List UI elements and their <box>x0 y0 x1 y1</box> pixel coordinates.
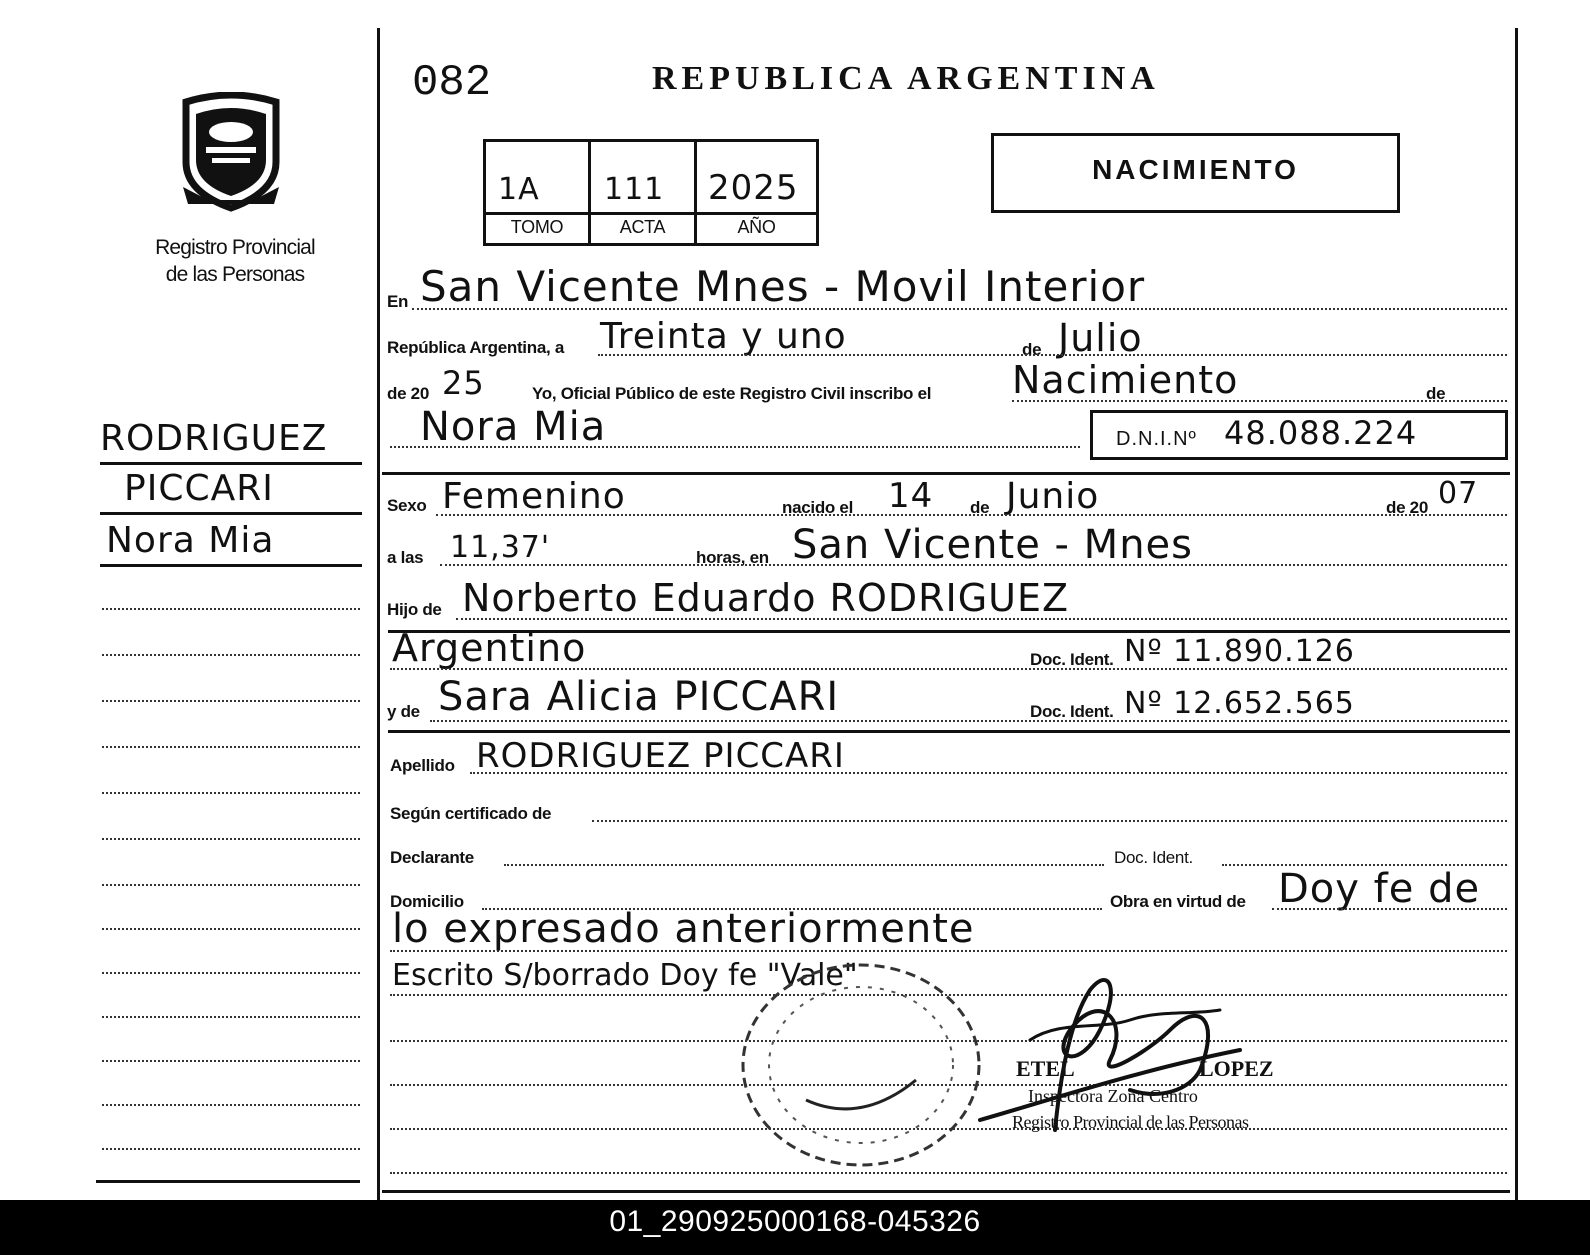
doc-ident-label-declarante: Doc. Ident. <box>1114 848 1193 867</box>
en-label: En <box>387 292 409 311</box>
margin-surname1: RODRIGUEZ <box>100 418 328 459</box>
scan-id-bar <box>0 1200 1590 1255</box>
section-divider <box>382 472 1510 475</box>
margin-blank-line <box>102 746 360 748</box>
tomo-value: 1A <box>498 172 540 207</box>
doc-ident-label-mother: Doc. Ident. <box>1030 702 1114 721</box>
margin-blank-line <box>102 1104 360 1106</box>
official-seal <box>726 950 996 1180</box>
birth-day: 14 <box>888 476 934 516</box>
domicilio-label: Domicilio <box>390 892 464 911</box>
margin-blank-line <box>102 654 360 656</box>
birth-place: San Vicente - Mnes <box>792 522 1193 568</box>
inscribe-line <box>1012 400 1507 402</box>
obra-value: Doy fe de <box>1278 866 1481 912</box>
margin-underline2 <box>100 512 362 515</box>
margin-given-name: Nora Mia <box>106 520 275 561</box>
record-type: NACIMIENTO <box>1092 154 1299 185</box>
stamp-name-first: ETEL <box>1016 1056 1074 1081</box>
mother-divider <box>388 730 1510 733</box>
anio-value: 2025 <box>708 168 799 208</box>
oficial-text: Yo, Oficial Público de este Registro Civil inscribo el <box>532 384 932 403</box>
margin-blank-line <box>102 1016 360 1018</box>
en-line <box>412 308 1507 310</box>
margin-underline3 <box>100 564 362 567</box>
obra-label: Obra en virtud de <box>1110 892 1246 911</box>
country-title: REPUBLICA ARGENTINA <box>652 60 1160 97</box>
tomo-label: TOMO <box>510 217 564 237</box>
father-line <box>456 618 1507 620</box>
day-text: Treinta y uno <box>600 316 847 357</box>
alas-label: a las <box>387 548 424 567</box>
margin-underline1 <box>100 462 362 465</box>
nota-escrito: Escrito S/borrado Doy fe "Vale" <box>392 958 858 993</box>
margin-blank-line <box>102 838 360 840</box>
father-nationality: Argentino <box>392 626 587 670</box>
sexo-label: Sexo <box>387 496 427 515</box>
person-name: Nora Mia <box>420 404 607 450</box>
dni-label: D.N.I.Nº <box>1116 428 1197 450</box>
stamp-name-last: LOPEZ <box>1198 1056 1274 1081</box>
bottom-line <box>382 1190 1510 1193</box>
dni-value: 48.088.224 <box>1224 414 1418 452</box>
declarante-label: Declarante <box>390 848 474 867</box>
de-label: de <box>1022 340 1042 359</box>
acta-label: ACTA <box>619 217 666 237</box>
margin-blank-line <box>102 972 360 974</box>
horas-label: horas, en <box>696 548 769 567</box>
inscribe-value: Nacimiento <box>1012 358 1239 402</box>
right-border <box>1515 28 1518 1200</box>
declarante-line <box>504 864 1104 866</box>
birth-month: Junio <box>1006 476 1100 517</box>
yde-label: y de <box>387 702 420 721</box>
margin-blank-line <box>102 884 360 886</box>
birth-time: 11,37' <box>450 530 551 565</box>
margin-surname2: PICCARI <box>124 468 274 509</box>
document-number: 082 <box>412 58 492 108</box>
margin-blank-line <box>102 608 360 610</box>
sexo-line <box>436 514 1507 516</box>
year-prefix: de 20 <box>387 384 429 403</box>
acta-value: 111 <box>604 172 665 207</box>
segun-label: Según certificado de <box>390 804 552 823</box>
doc-ident-label: Doc. Ident. <box>1030 650 1114 669</box>
apellido-value: RODRIGUEZ PICCARI <box>476 736 845 776</box>
apellido-line <box>470 772 1507 774</box>
obra-line <box>1272 908 1507 910</box>
left-column-border <box>377 28 380 1200</box>
father-doc: Nº 11.890.126 <box>1124 634 1355 669</box>
margin-blank-line <box>102 700 360 702</box>
de-label2: de <box>1426 384 1446 403</box>
record-box-label-divider <box>483 212 819 215</box>
apellido-label: Apellido <box>390 756 455 775</box>
mother-doc: Nº 12.652.565 <box>1124 686 1355 721</box>
nacido-label: nacido el <box>782 498 853 517</box>
date-line <box>598 354 1507 356</box>
sexo-value: Femenino <box>442 476 626 517</box>
mother-line <box>430 720 1507 722</box>
month-value: Julio <box>1058 316 1143 360</box>
margin-blank-line <box>102 1148 360 1150</box>
anio-label: AÑO <box>737 217 776 237</box>
registry-name-line1: Registro Provincial <box>155 236 315 259</box>
scan-id: 01_290925000168-045326 <box>609 1205 981 1238</box>
year-suffix: 25 <box>442 364 485 402</box>
stamp-title: Inspectora Zona Centro <box>1028 1086 1198 1106</box>
hora-line <box>440 564 1507 566</box>
registry-name <box>120 234 350 288</box>
mother-name: Sara Alicia PICCARI <box>438 674 840 720</box>
birth-year-suffix: 07 <box>1438 476 1479 511</box>
registry-name-line2: de las Personas <box>165 263 305 286</box>
birth-year-prefix: de 20 <box>1386 498 1428 517</box>
official-signature <box>960 960 1260 1160</box>
provincial-emblem <box>178 92 284 212</box>
father-name: Norberto Eduardo RODRIGUEZ <box>462 576 1070 620</box>
hijo-label: Hijo de <box>387 600 442 619</box>
margin-blank-line <box>102 928 360 930</box>
stamp-registry: Registro Provincial de las Personas <box>1012 1112 1249 1132</box>
place-value: San Vicente Mnes - Movil Interior <box>420 262 1146 311</box>
name-line <box>390 446 1080 448</box>
de-label3: de <box>970 498 990 517</box>
segun-line <box>592 820 1507 822</box>
margin-blank-line <box>102 792 360 794</box>
republica-label: República Argentina, a <box>387 338 564 357</box>
nationality-line <box>390 668 1507 670</box>
obra-continuation: lo expresado anteriormente <box>392 906 975 952</box>
margin-bottom-line <box>96 1180 360 1183</box>
margin-blank-line <box>102 1060 360 1062</box>
